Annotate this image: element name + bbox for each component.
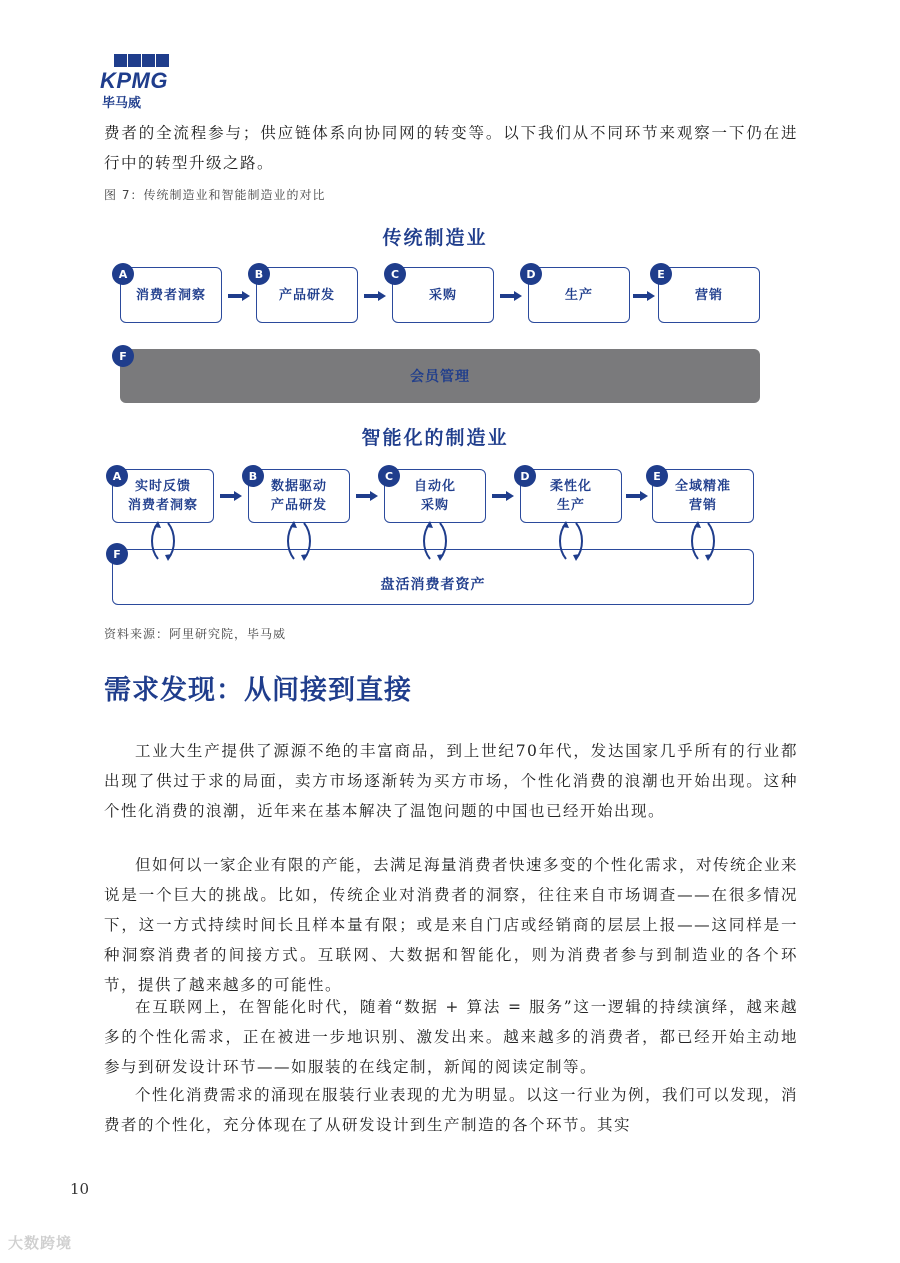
page-number: 10 [70,1180,90,1198]
smart-title: 智能化的制造业 [361,427,509,449]
kpmg-logo [100,54,180,111]
smart-badge-e: E [646,465,668,487]
intro-paragraph: 费者的全流程参与；供应链体系向协同网的转变等。以下我们从不同环节来观察一下仍在进行中的转型升级之路。 [104,124,798,172]
arrow-right-icon [500,291,522,301]
body-paragraph-3: 在互联网上，在智能化时代，随着“数据 + 算法 = 服务”这一逻辑的持续演绎，越来越多的个性化需求，正在被进一步地识别、激发出来。越来越多的消费者，都已经开始主动地参与到研发设计环节——如服装的在线定制，新闻的阅读定制等。 [104,998,798,1076]
figure-source: 资料来源：阿里研究院，毕马威 [104,627,287,641]
arrow-right-icon [356,491,378,501]
body-paragraph-2: 但如何以一家企业有限的产能，去满足海量消费者快速多变的个性化需求，对传统企业来说是一个巨大的挑战。比如，传统企业对消费者的洞察，往往来自市场调查——在很多情况下，这一方式持续时间长且样本量有限；或是来自门店或经销商的层层上报——这同样是一种洞察消费者的间接方式。互联网、大数据和智能化，则为消费者参与到制造业的各个环节，提供了越来越多的可能性。 [104,856,799,994]
traditional-step-e: 营销 [658,267,760,323]
arrow-right-icon [220,491,242,501]
traditional-badge-b: B [248,263,270,285]
smart-badge-b: B [242,465,264,487]
traditional-step-c: 采购 [392,267,494,323]
arrow-right-icon [492,491,514,501]
arrow-right-icon [364,291,386,301]
logo-brand-cn: 毕马威 [102,96,142,111]
traditional-badge-f: F [112,345,134,367]
traditional-step-a: 消费者洞察 [120,267,222,323]
cycle-arrows-icon [284,519,314,563]
traditional-badge-a: A [112,263,134,285]
smart-step-a-line2: 消费者洞察 [127,498,198,513]
cycle-arrows-icon [148,519,178,563]
cycle-arrows-icon [556,519,586,563]
smart-step-b-line2: 产品研发 [270,498,327,513]
traditional-base-bar: 会员管理 [120,349,760,403]
smart-step-e-line1: 全域精准 [674,479,731,494]
smart-step-e-line2: 营销 [688,498,717,513]
smart-base-bar: 盘活消费者资产 [112,549,754,605]
smart-badge-d: D [514,465,536,487]
smart-step-a-line1: 实时反馈 [134,479,191,494]
smart-step-c-line2: 采购 [420,498,449,513]
arrow-right-icon [633,291,655,301]
traditional-step-d: 生产 [528,267,630,323]
logo-squares [114,54,169,67]
smart-step-d-line1: 柔性化 [549,479,592,494]
smart-badge-f: F [106,543,128,565]
body-paragraph-1: 工业大生产提供了源源不绝的丰富商品，到上世纪70年代，发达国家几乎所有的行业都出现了供过于求的局面，卖方市场逐渐转为买方市场，个性化消费的浪潮也开始出现。这种个性化消费的浪潮，近年来在基本解决了温饱问题的中国也已经开始出现。 [104,742,798,820]
smart-badge-c: C [378,465,400,487]
traditional-badge-c: C [384,263,406,285]
traditional-step-b: 产品研发 [256,267,358,323]
arrow-right-icon [228,291,250,301]
smart-badge-a: A [106,465,128,487]
smart-step-b-line1: 数据驱动 [270,479,327,494]
watermark: 大数跨境 [8,1234,73,1252]
traditional-title: 传统制造业 [382,227,488,249]
cycle-arrows-icon [688,519,718,563]
logo-brand: KPMG [100,68,168,93]
comparison-diagram [100,215,770,615]
traditional-badge-d: D [520,263,542,285]
figure-caption: 图 7：传统制造业和智能制造业的对比 [104,188,326,202]
arrow-right-icon [626,491,648,501]
smart-step-d-line2: 生产 [556,498,585,513]
section-heading: 需求发现：从间接到直接 [104,675,412,706]
body-paragraph-4: 个性化消费需求的涌现在服装行业表现的尤为明显。以这一行业为例，我们可以发现，消费者的个性化，充分体现在了从研发设计到生产制造的各个环节。其实 [104,1086,799,1134]
cycle-arrows-icon [420,519,450,563]
smart-step-c-line1: 自动化 [413,479,456,494]
traditional-badge-e: E [650,263,672,285]
